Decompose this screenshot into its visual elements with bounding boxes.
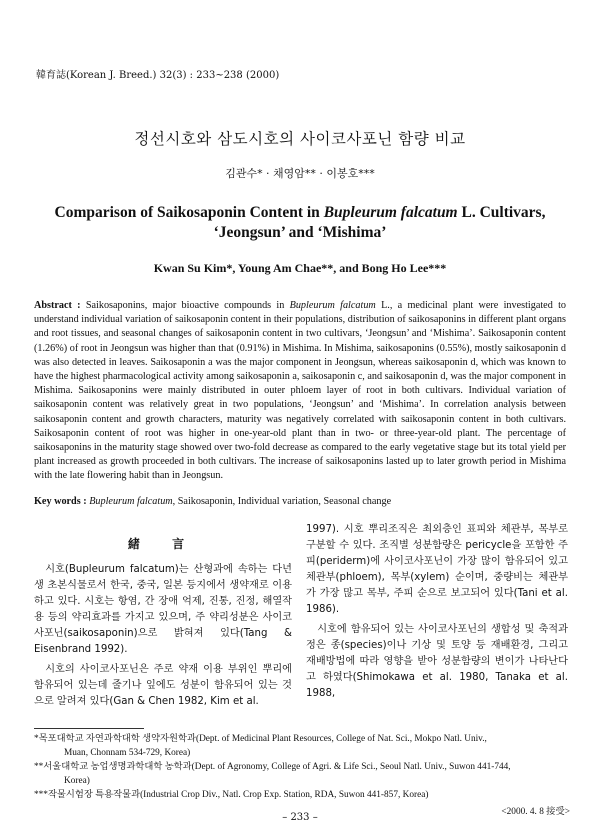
abstract: [34, 299, 566, 484]
footnote-1-line-1: *목포대학교 자연과학대학 생약자원학과(Dept. of Medicinal Plant Resources, College of Nat. Sci., Mokpo Natl. Univ.,: [34, 734, 487, 744]
footnote-2: [34, 761, 570, 788]
right-column: [306, 522, 568, 706]
left-column: [34, 536, 292, 714]
korean-authors: 김관수* · 채영암** · 이봉호***: [225, 167, 375, 180]
footnote-2-line-2: Korea): [64, 775, 90, 786]
keywords-text: , Saikosaponin, Individual variation, Seasonal change: [172, 496, 392, 507]
footnote-divider: [34, 728, 144, 729]
keywords-species: Bupleurum falcatum: [89, 496, 173, 507]
english-title-species: Bupleurum falcatum: [323, 204, 458, 221]
right-paragraph-2: 시호에 함유되어 있는 사이코사포닌의 생합성 및 축적과정은 종(species)이나 기상 및 토양 등 재배환경, 그리고 재배방법에 따라 영향을 받아 성분함량의 변이가 나타난다고 하였다(Shimokawa et al. 1980, Tanaka et al. 1988,: [306, 624, 568, 699]
abstract-species: Bupleurum falcatum: [289, 300, 376, 311]
abstract-label: Abstract :: [34, 300, 81, 311]
english-title-part-1: Comparison of Saikosaponin Content in: [54, 204, 324, 221]
keywords: [34, 496, 566, 507]
left-paragraph-2: 시호의 사이코사포닌은 주로 약재 이용 부위인 뿌리에 함유되어 있는데 줄기나 잎에도 성분이 함유되어 있는 것으로 알려져 있다(Gan & Chen 1982, Kim et al.: [34, 664, 292, 707]
footnote-1-line-2: Muan, Chonnam 534-729, Korea): [64, 747, 191, 758]
section-heading: 緒 言: [127, 537, 199, 551]
footnote-2-line-1: **서울대학교 농업생명과학대학 농학과(Dept. of Agronomy, College of Agri. & Life Sci., Seoul Natl. Univ., Suwon 441-744,: [34, 762, 511, 772]
abstract-text-1: Saikosaponins, major bioactive compounds in: [80, 300, 290, 311]
page-number: – 233 –: [282, 812, 318, 823]
right-paragraph-1: 1997). 시호 뿌리조직은 최외층인 표피와 체관부, 목부로 구분할 수 있다. 조직별 성분함량은 pericycle을 포함한 주피(periderm)에 사이코사포닌이 가장 많이 함유되어 있고 체관부(phloem), 목부(xylem) 순이며, 중량비는 체관부가 가장 많고 목부, 주피 순으로 보고되어 있다(Tani et al. 1986).: [306, 524, 568, 615]
received-date: <2000. 4. 8 接受>: [501, 807, 570, 817]
footnote-1: [34, 733, 570, 760]
journal-citation: 韓育誌(Korean J. Breed.) 32(3) : 233~238 (2000): [36, 70, 280, 81]
korean-title: 정선시호와 삼도시호의 사이코사포닌 함량 비교: [134, 130, 466, 148]
keywords-label: Key words :: [34, 496, 87, 507]
footnote-3: ***작물시험장 특용작물과(Industrial Crop Div., Natl. Crop Exp. Station, RDA, Suwon 441-857, Korea): [34, 790, 429, 800]
left-paragraph-1: 시호(Bupleurum falcatum)는 산형과에 속하는 다년생 초본식물로서 한국, 중국, 일본 등지에서 생약재로 이용하고 있다. 시호는 항염, 간 장애 억제, 진통, 진정, 해열작용 등의 약리효과를 가지고 있으며, 주 약리성분은 사이코사포닌(saikosaponin)으로 밝혀져 있다(Tang & Eisenbrand 1992).: [34, 564, 292, 655]
english-title-part-2: L. Cultivars, ‘Jeongsun’ and ‘Mishima’: [213, 204, 546, 241]
abstract-text-2: L., a medicinal plant were investigated to understand individual variation of saikosaponin content in their populations, distribution of saikosaponins in different plant organs and root tissues, and seasonal changes of saikosaponin content in two cultivars, ‘Jeongsun’ and ‘Mishima’. Saikosaponin content (1.26%) of root in Jeongsun was higher than that (0.91%) in Mishima. In Mishima, saikosaponins (0.55%), mostly saikosaponin d was also detected in leaves. Saikosaponin a was the major component in Jeongsun, whereas saikosaponin d, which was known to have the highest pharmacological activity among saikosaponin a, saikosaponin c, and saikosaponin d, was the major component in Mishima. Saikosaponins were mainly distributed in outer phloem layer of root in both cultivars. Individual variation of saikosaponin content was relatively great in two populations, ‘Jeongsun’ and ‘Mishima’. In correlation analysis between saikosaponin content and growth characters, maturity was negatively correlated with saikosaponin content in both cultivars. Saikosaponin content of root was higher in one-year-old plant than in two- or three-year-old plant. The percentage of saikosaponins in the maturity stage showed over two-fold decrease as compared to the early vegetative stage but its total yield per plant increased as growth proceeded in both cultivars. The increase of saikosaponins lasted up to later growth period in Mishima with the late flowering habit than in Jeongsun.: [34, 300, 566, 482]
english-authors: Kwan Su Kim*, Young Am Chae**, and Bong Ho Lee***: [153, 261, 447, 275]
english-title: [40, 203, 560, 243]
